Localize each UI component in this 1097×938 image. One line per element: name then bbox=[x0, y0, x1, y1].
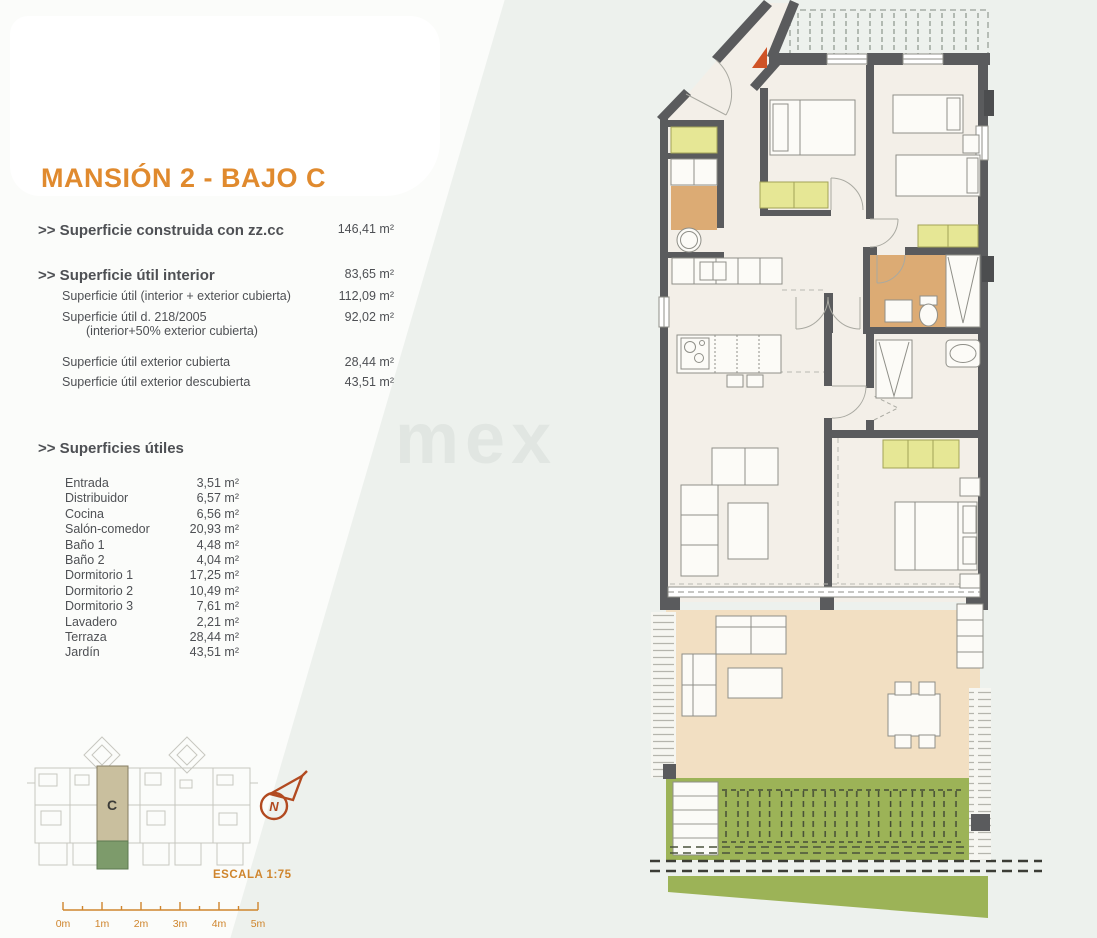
area-row: Baño 1 4,48 m² bbox=[65, 537, 239, 552]
scale-tick: 3m bbox=[172, 918, 188, 930]
area-row: Terraza 28,44 m² bbox=[65, 629, 239, 644]
summary-label: Superficie útil d. 218/2005 bbox=[62, 310, 207, 324]
summary-value: 43,51 m² bbox=[344, 375, 394, 389]
summary-value: 146,41 m² bbox=[337, 222, 394, 236]
summary-label: >> Superficie útil interior bbox=[38, 267, 215, 284]
garden bbox=[666, 778, 980, 860]
scale-tick: 4m bbox=[211, 918, 227, 930]
area-row: Entrada 3,51 m² bbox=[65, 476, 239, 490]
page-title: MANSIÓN 2 - BAJO C bbox=[41, 163, 327, 193]
summary-value: 28,44 m² bbox=[344, 355, 394, 369]
summary-label: Superficie útil exterior descubierta bbox=[62, 375, 251, 389]
area-row: Cocina 6,56 m² bbox=[65, 506, 239, 521]
site-plan-unit-label: C bbox=[107, 797, 118, 813]
scale-label: ESCALA 1:75 bbox=[213, 869, 292, 881]
summary-value: 83,65 m² bbox=[344, 267, 394, 281]
summary-label-line2: (interior+50% exterior cubierta) bbox=[86, 324, 258, 338]
scale-tick: 5m bbox=[250, 918, 266, 930]
scale-tick: 0m bbox=[55, 918, 71, 930]
area-row: Dormitorio 1 17,25 m² bbox=[65, 568, 239, 583]
area-row: Salón-comedor 20,93 m² bbox=[65, 522, 239, 537]
summary-label: Superficie útil (interior + exterior cubierta) bbox=[62, 289, 291, 303]
area-row: Baño 2 4,04 m² bbox=[65, 552, 239, 567]
area-row: Distribuidor 6,57 m² bbox=[65, 491, 239, 506]
scale-tick: 2m bbox=[133, 918, 149, 930]
watermark: mex bbox=[395, 399, 558, 479]
summary-value: 92,02 m² bbox=[344, 310, 394, 324]
summary-label: Superficie útil exterior cubierta bbox=[62, 355, 231, 369]
north-label: N bbox=[269, 799, 279, 814]
area-row: Jardín 43,51 m² bbox=[65, 645, 239, 660]
area-row: Dormitorio 2 10,49 m² bbox=[65, 583, 239, 598]
useful-areas-heading: >> Superficies útiles bbox=[38, 440, 184, 457]
area-row: Dormitorio 3 7,61 m² bbox=[65, 599, 239, 614]
summary-value: 112,09 m² bbox=[338, 289, 394, 303]
pergola-dashed-area bbox=[790, 10, 988, 55]
garden-slope-wedge bbox=[668, 876, 988, 918]
bedroom-3 bbox=[770, 100, 855, 155]
laundry-floor bbox=[671, 186, 717, 230]
scale-tick: 1m bbox=[94, 918, 110, 930]
area-row: Lavadero 2,21 m² bbox=[65, 614, 239, 629]
summary-label: >> Superficie construida con zz.cc bbox=[38, 222, 284, 239]
plot-boundary-dashed bbox=[650, 861, 1042, 871]
